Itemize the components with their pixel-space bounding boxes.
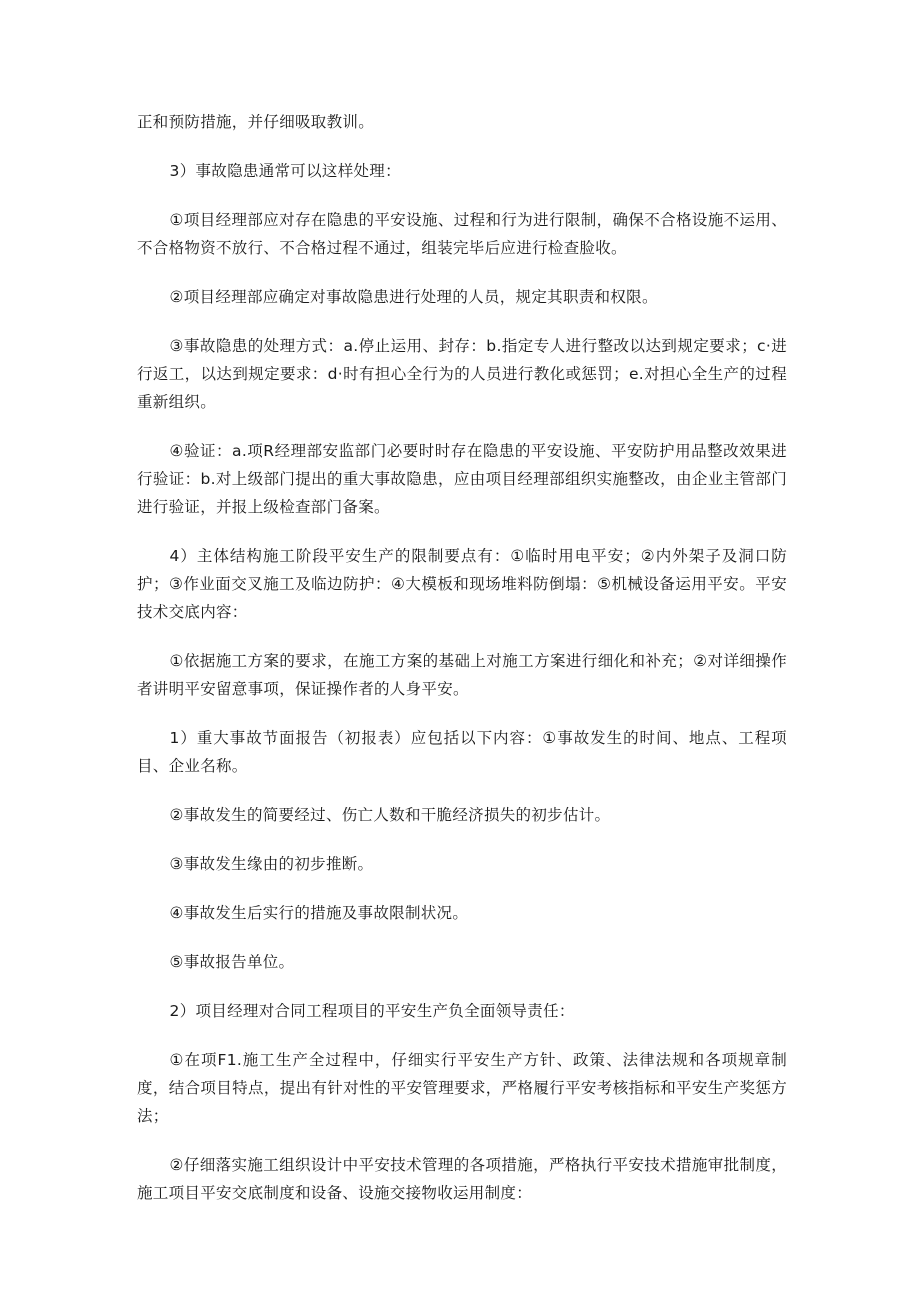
paragraph-report-item-4: ④事故发生后实行的措施及事故限制状况。 [169,904,469,922]
paragraph-hazard-handling-heading: 3）事故隐患通常可以这样处理： [169,162,401,180]
paragraph-responsibility-item-2: ②仔细落实施工组织设计中平安技术管理的各项措施，严格执行平安技术措施审批制度，施工项目平安交底制度和设备、设施交接物收运用制度： [137,1156,787,1202]
paragraph-structure-safety: 4）主体结构施工阶段平安生产的限制要点有：①临时用电平安；②内外架子及洞口防护；③作业面交叉施工及临边防护：④大模板和现场堆料防倒塌：⑤机械设备运用平安。平安技术交底内容： [137,547,787,621]
paragraph-report-item-5: ⑤事故报告单位。 [169,953,295,971]
paragraph-report-item-2: ②事故发生的简要经过、伤亡人数和干脆经济损失的初步估计。 [169,806,611,824]
paragraph-hazard-methods: ③事故隐患的处理方式：a.停止运用、封存：b.指定专人进行整改以达到规定要求；c·进行返工，以达到规定要求：d·时有担心全行为的人员进行教化或惩罚；e.对担心全生产的过程重新组织。 [137,337,787,411]
paragraph-manager-responsibility: 2）项目经理对合同工程项目的平安生产负全面领导责任： [169,1002,575,1020]
paragraph-accident-report: 1）重大事故节面报告（初报表）应包括以下内容：①事故发生的时间、地点、工程项目、企业名称。 [137,729,787,775]
paragraph-responsibility-item-1: ①在项F1.施工生产全过程中，仔细实行平安生产方针、政策、法律法规和各项规章制度，结合项目特点，提出有针对性的平安管理要求，严格履行平安考核指标和平安生产奖惩方法； [137,1051,787,1125]
paragraph-verification: ④验证：a.项R经理部安监部门必要时时存在隐患的平安设施、平安防护用品整改效果进行验证：b.对上级部门提出的重大事故隐患，应由项目经理部组织实施整改，由企业主管部门进行验证，并报上级检查部门备案。 [137,442,787,516]
paragraph-hazard-control: ①项目经理部应对存在隐患的平安设施、过程和行为进行限制，确保不合格设施不运用、不合格物资不放行、不合格过程不通过，组装完毕后应进行检查脸收。 [137,211,787,257]
paragraph-technical-briefing: ①依据施工方案的要求，在施工方案的基础上对施工方案进行细化和补充；②对详细操作者讲明平安留意事项，保证操作者的人身平安。 [137,652,787,698]
paragraph-report-item-3: ③事故发生缘由的初步推断。 [169,855,374,873]
paragraph-hazard-personnel: ②项目经理部应确定对事故隐患进行处理的人员，规定其职责和权限。 [169,288,658,306]
paragraph-continuation: 正和预防措施，并仔细吸取教训。 [137,113,375,131]
document-page [137,108,787,1207]
